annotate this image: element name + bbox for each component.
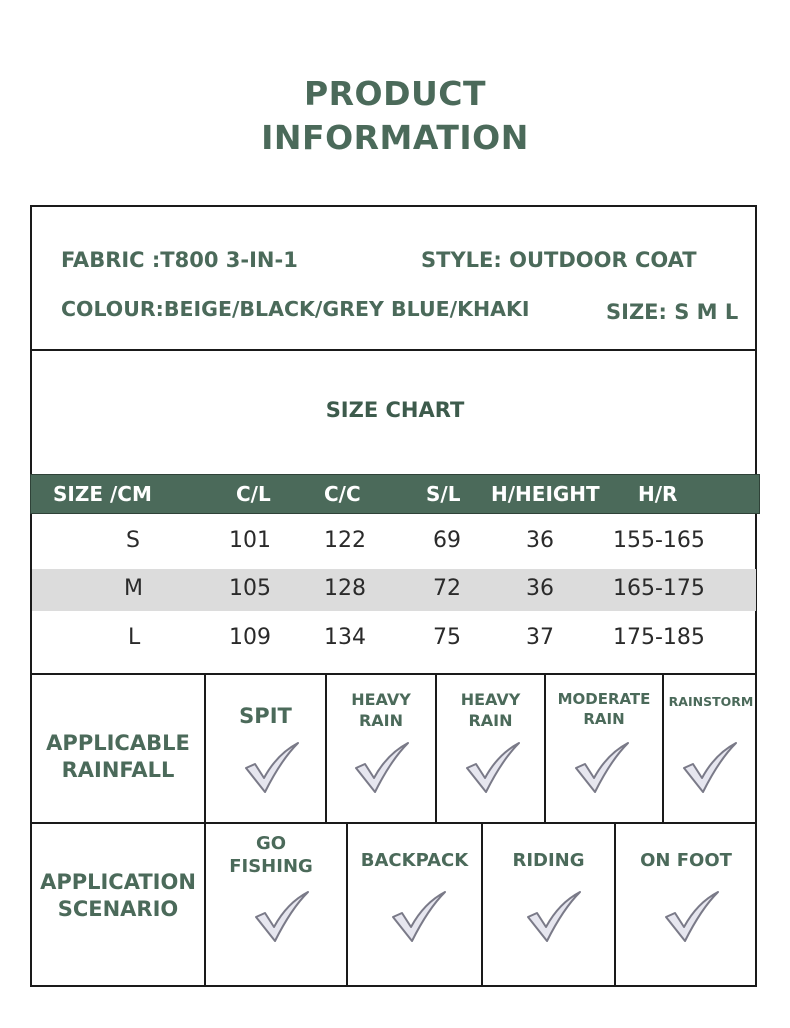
checkmark-icon — [525, 889, 583, 945]
rainfall-option-label: RAINSTORM — [668, 694, 754, 709]
checkmark-icon — [681, 740, 739, 796]
page-title-line1: PRODUCT — [303, 74, 487, 113]
checkmark-icon — [390, 889, 448, 945]
divider — [481, 822, 483, 986]
rainfall-option-label: MODERATE — [557, 690, 651, 708]
checkmark-icon — [253, 889, 311, 945]
cell-hr: 155-165 — [613, 528, 705, 553]
rainfall-option-heavy-rain-2 — [437, 690, 544, 732]
cell-sl: 72 — [433, 576, 461, 601]
size-info: SIZE: S M L — [606, 300, 739, 324]
cell-size: S — [126, 528, 140, 553]
cell-size: M — [124, 576, 143, 601]
scenario-option-label: ON FOOT — [640, 850, 732, 871]
scenario-option-backpack — [348, 849, 481, 872]
table-row — [32, 617, 756, 661]
checkmark-icon — [663, 889, 721, 945]
divider — [346, 822, 348, 986]
size-chart-header — [30, 474, 760, 514]
cell-height: 36 — [526, 528, 554, 553]
rainfall-option-label: RAIN — [358, 710, 404, 730]
cell-hr: 165-175 — [613, 576, 705, 601]
scenario-option-label: FISHING — [229, 856, 313, 878]
rainfall-option-heavy-rain — [327, 690, 435, 732]
rainfall-option-label: HEAVY — [460, 690, 521, 709]
scenario-option-label: RIDING — [512, 850, 585, 871]
rainfall-option-label: RAIN — [468, 710, 513, 730]
cell-cl: 101 — [229, 528, 271, 553]
cell-height: 36 — [526, 576, 554, 601]
header-cl: C/L — [236, 482, 271, 506]
table-row — [32, 520, 756, 564]
header-sl: S/L — [426, 482, 461, 506]
scenario-option-label: BACKPACK — [360, 850, 469, 871]
cell-height: 37 — [526, 625, 554, 650]
scenario-option-label: GO — [255, 833, 287, 854]
scenario-label-line1: APPLICATION — [40, 870, 196, 894]
checkmark-icon — [353, 740, 411, 796]
table-row — [32, 569, 756, 611]
rainfall-option-spit — [206, 703, 325, 730]
divider-table — [30, 673, 757, 675]
cell-cc: 128 — [324, 576, 366, 601]
cell-cl: 105 — [229, 576, 271, 601]
page-title-line2: INFORMATION — [261, 118, 529, 157]
cell-size: L — [128, 625, 141, 650]
scenario-label — [32, 869, 204, 924]
cell-cc: 134 — [324, 625, 366, 650]
checkmark-icon — [464, 740, 522, 796]
divider — [204, 673, 206, 823]
colour-info: COLOUR:BEIGE/BLACK/GREY BLUE/KHAKI — [61, 297, 530, 321]
header-hr: H/R — [638, 482, 678, 506]
header-size: SIZE /CM — [53, 482, 152, 506]
checkmark-icon — [243, 740, 301, 796]
cell-cl: 109 — [229, 625, 271, 650]
divider-info — [30, 349, 757, 351]
rainfall-label-line2: RAINFALL — [61, 758, 175, 783]
cell-sl: 69 — [433, 528, 461, 553]
rainfall-label — [32, 730, 204, 785]
cell-hr: 175-185 — [613, 625, 705, 650]
cell-sl: 75 — [433, 625, 461, 650]
style-info: STYLE: OUTDOOR COAT — [421, 248, 697, 272]
rainfall-option-rainstorm — [664, 694, 758, 710]
rainfall-option-label: SPIT — [239, 704, 292, 728]
scenario-option-go-fishing — [206, 832, 336, 879]
scenario-label-line2: SCENARIO — [57, 897, 179, 922]
divider — [614, 822, 616, 986]
rainfall-option-label: RAIN — [583, 709, 625, 728]
rainfall-option-moderate-rain — [546, 690, 662, 729]
rainfall-label-line1: APPLICABLE — [46, 731, 190, 755]
cell-cc: 122 — [324, 528, 366, 553]
rainfall-option-label: HEAVY — [351, 690, 411, 709]
size-chart-title: SIZE CHART — [325, 398, 465, 422]
scenario-option-riding — [483, 849, 614, 872]
fabric-info: FABRIC :T800 3-IN-1 — [61, 248, 298, 272]
checkmark-icon — [573, 740, 631, 796]
scenario-option-on-foot — [616, 849, 756, 872]
divider-rainfall — [30, 822, 757, 824]
header-height: H/HEIGHT — [491, 482, 600, 506]
header-cc: C/C — [324, 482, 361, 506]
